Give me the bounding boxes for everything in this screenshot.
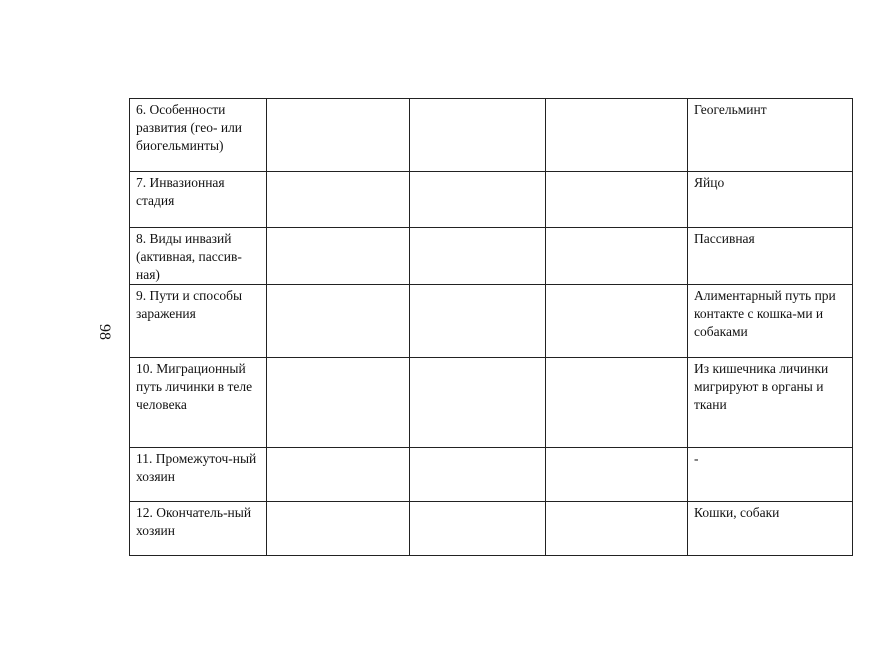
row-label: 11. Промежуточ-ный хозяин <box>130 448 267 502</box>
row-label: 10. Миграционный путь личинки в теле человека <box>130 358 267 448</box>
blank-cell <box>410 99 546 172</box>
row-label: 9. Пути и способы заражения <box>130 285 267 358</box>
page-number: 98 <box>96 324 113 340</box>
row-label: 12. Окончатель-ный хозяин <box>130 502 267 556</box>
blank-cell <box>267 172 410 228</box>
blank-cell <box>546 358 688 448</box>
blank-cell <box>267 448 410 502</box>
helminth-characteristics-table <box>129 98 853 556</box>
blank-cell <box>267 99 410 172</box>
blank-cell <box>267 228 410 285</box>
table-row <box>130 172 853 228</box>
table-row <box>130 448 853 502</box>
blank-cell <box>410 502 546 556</box>
blank-cell <box>546 172 688 228</box>
blank-cell <box>267 502 410 556</box>
blank-cell <box>267 358 410 448</box>
answer-cell: Из кишечника личинки мигрируют в органы и ткани <box>688 358 853 448</box>
answer-cell: Яйцо <box>688 172 853 228</box>
blank-cell <box>546 285 688 358</box>
answer-cell: - <box>688 448 853 502</box>
table-row <box>130 228 853 285</box>
blank-cell <box>546 502 688 556</box>
blank-cell <box>410 285 546 358</box>
blank-cell <box>410 228 546 285</box>
row-label: 6. Особенности развития (гео- или биогельминты) <box>130 99 267 172</box>
row-label: 7. Инвазионная стадия <box>130 172 267 228</box>
table-row <box>130 358 853 448</box>
blank-cell <box>410 448 546 502</box>
blank-cell <box>267 285 410 358</box>
blank-cell <box>546 99 688 172</box>
table-row <box>130 99 853 172</box>
blank-cell <box>546 448 688 502</box>
table-row <box>130 285 853 358</box>
blank-cell <box>410 172 546 228</box>
row-label: 8. Виды инвазий (активная, пассив-ная) <box>130 228 267 285</box>
answer-cell: Пассивная <box>688 228 853 285</box>
blank-cell <box>546 228 688 285</box>
answer-cell: Геогельминт <box>688 99 853 172</box>
answer-cell: Алиментарный путь при контакте с кошка-ми и собаками <box>688 285 853 358</box>
answer-cell: Кошки, собаки <box>688 502 853 556</box>
table-row <box>130 502 853 556</box>
blank-cell <box>410 358 546 448</box>
